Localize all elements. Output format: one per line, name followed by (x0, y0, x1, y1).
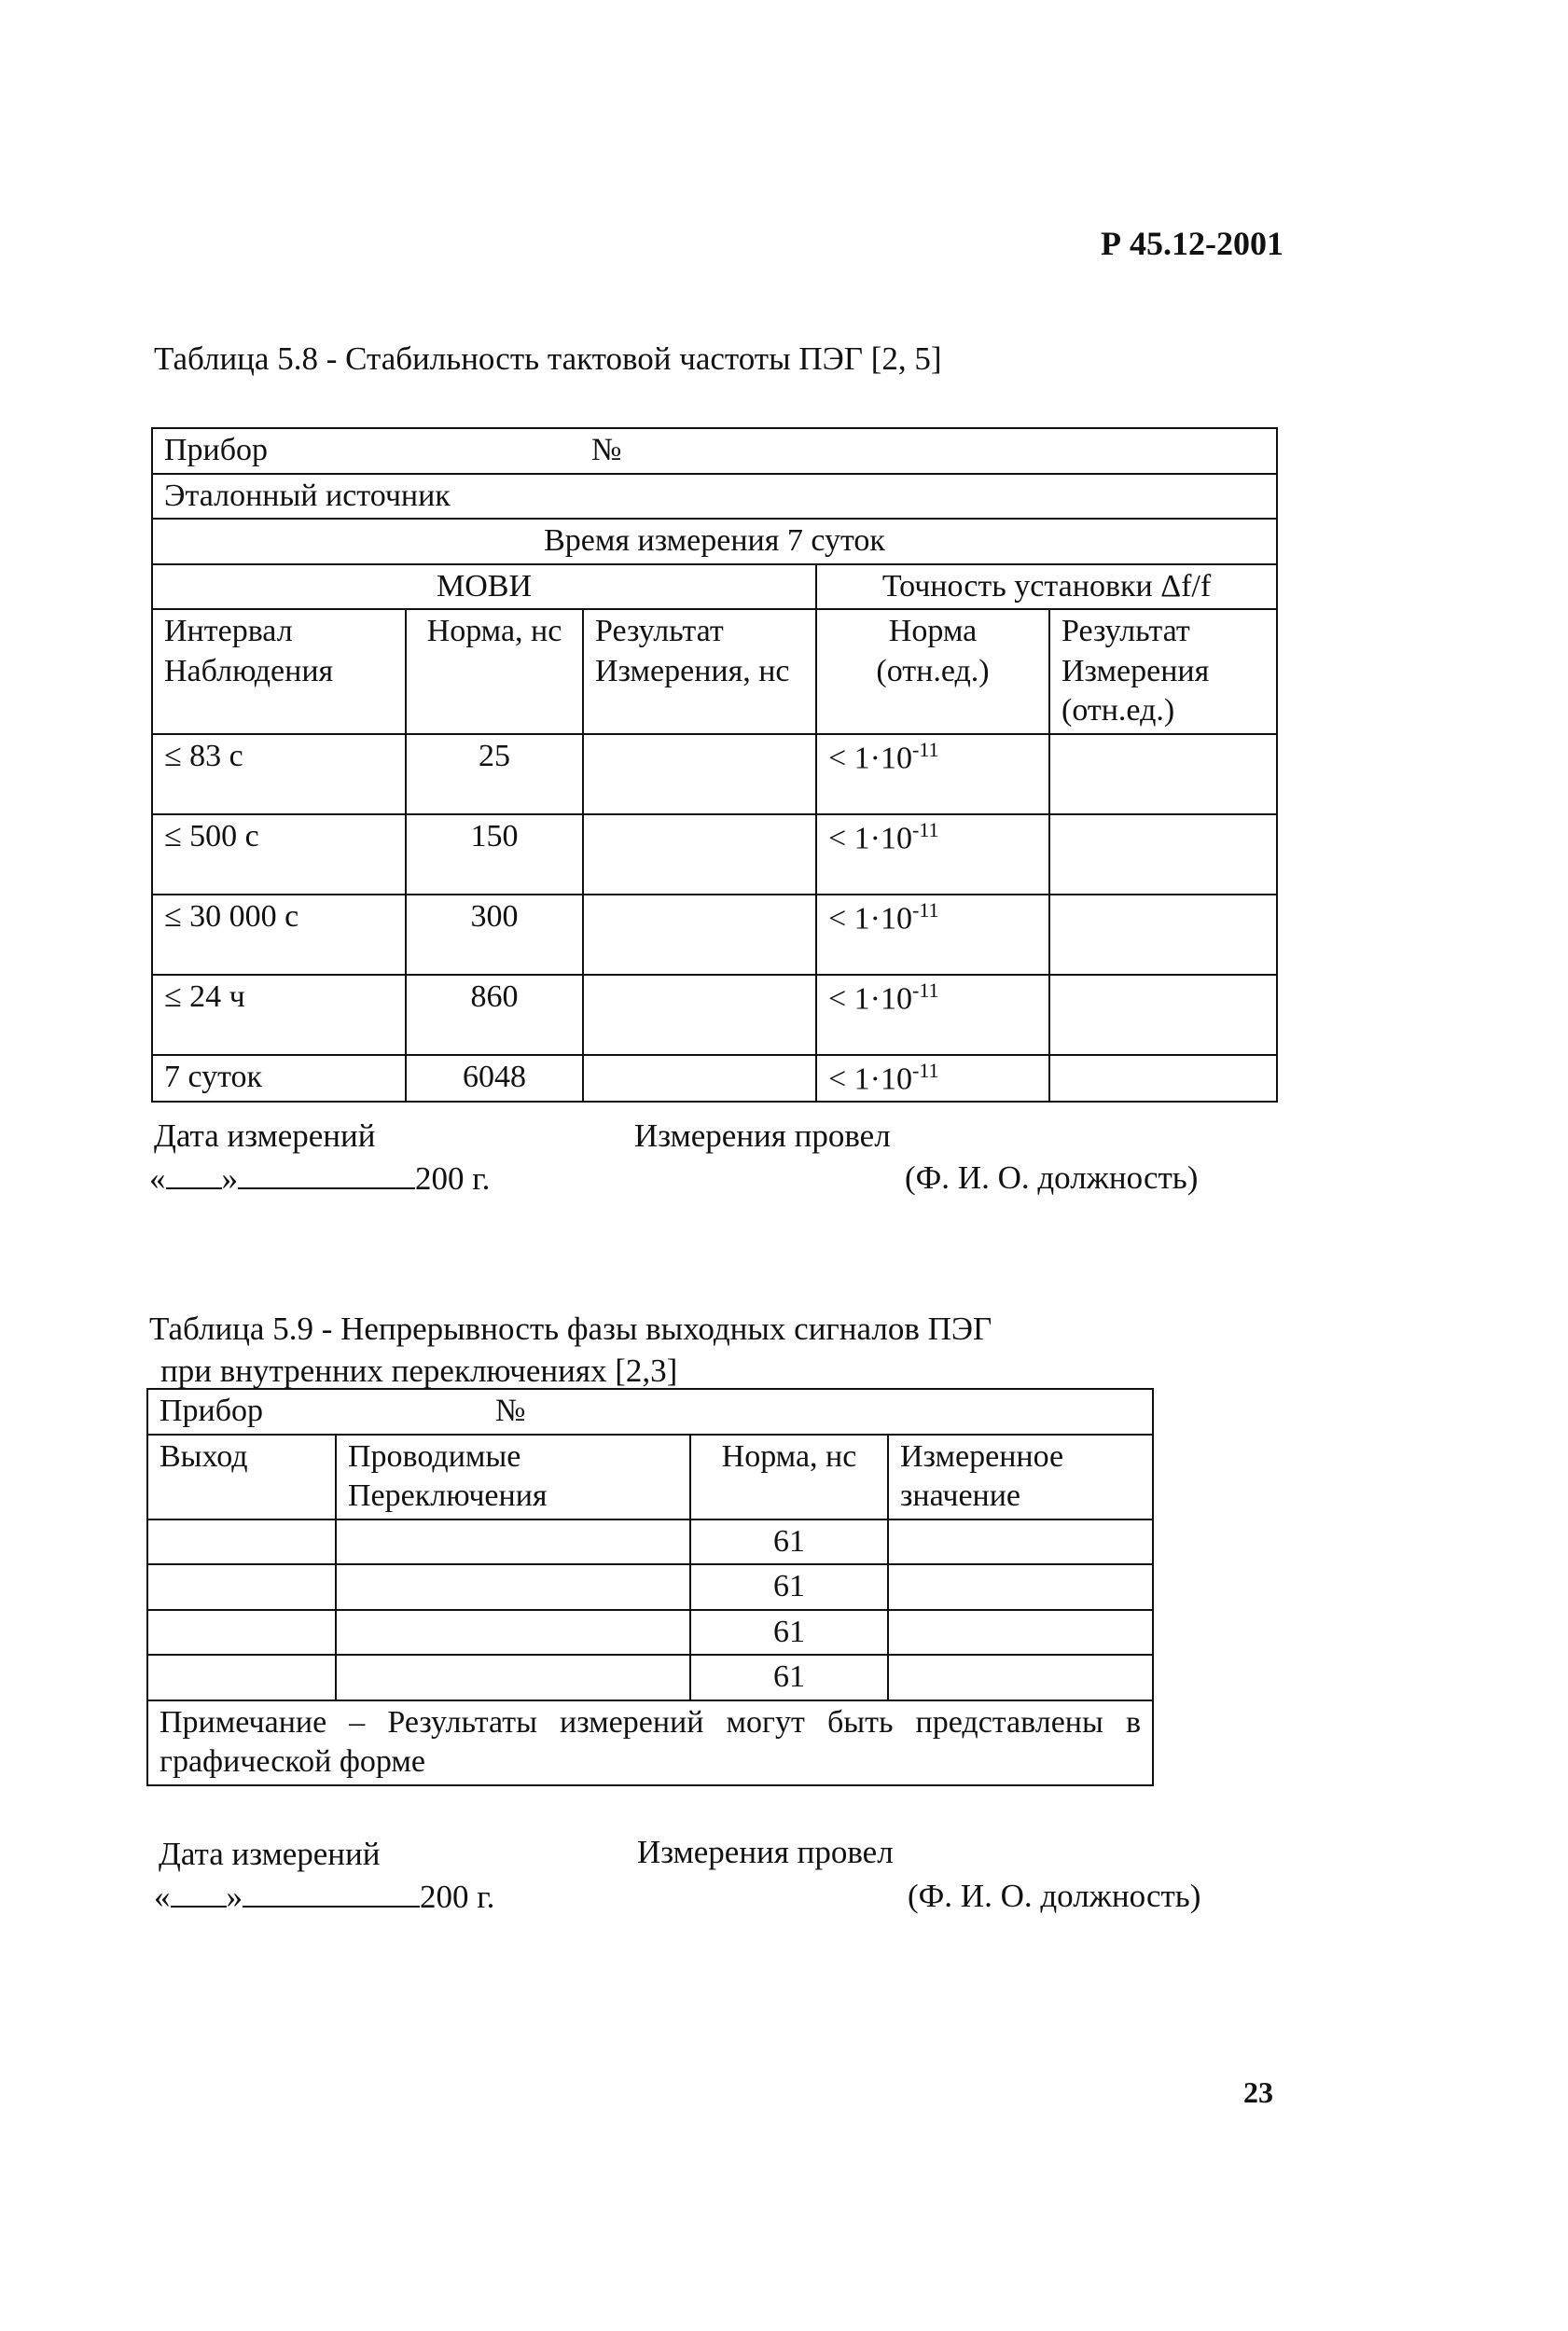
norm-rel-cell (816, 814, 1049, 895)
table-row (147, 1655, 1153, 1700)
result-cell (583, 814, 816, 895)
date-open-quote: « (154, 1879, 171, 1915)
interval-cell: ≤ 500 с (152, 814, 406, 895)
result-cell (583, 1055, 816, 1103)
day-blank (166, 1159, 222, 1189)
norm-cell: 6048 (406, 1055, 583, 1103)
accuracy-header: Точность установки Δf/f (816, 564, 1277, 610)
table-row (152, 1055, 1277, 1103)
norm-rel-cell (816, 734, 1049, 814)
norm-rel-exponent: -11 (912, 978, 939, 1002)
col-interval-header: Интервал Наблюдения (152, 609, 406, 734)
switches-cell (336, 1519, 690, 1565)
table-5-9-caption-line2: при внутренних переключениях [2,3] (160, 1353, 678, 1389)
table-row (152, 814, 1277, 895)
table-5-8 (151, 427, 1278, 1103)
table-note: Примечание – Результаты измерений могут быть представлены в графической форме (147, 1700, 1153, 1785)
switches-cell (336, 1610, 690, 1656)
norm-rel-cell (816, 1055, 1049, 1103)
interval-cell: ≤ 83 с (152, 734, 406, 814)
result-rel-cell (1049, 895, 1277, 975)
col-result-header: Результат Измерения, нс (583, 609, 816, 734)
norm-rel-base: < 1·10 (828, 740, 912, 775)
date-line (149, 1159, 490, 1198)
interval-cell: 7 суток (152, 1055, 406, 1103)
norm-cell: 860 (406, 975, 583, 1055)
norm-rel-exponent: -11 (912, 1058, 939, 1082)
output-cell (147, 1610, 336, 1656)
device-row (152, 428, 1277, 474)
document-code: Р 45.12-2001 (1101, 225, 1284, 262)
measurement-time: Время измерения 7 суток (152, 519, 1277, 564)
result-rel-cell (1049, 734, 1277, 814)
norm-cell: 300 (406, 895, 583, 975)
col-norm-header: Норма, нс (690, 1435, 888, 1519)
table-5-9-caption: Таблица 5.9 - Непрерывность фазы выходных сигналов ПЭГ (149, 1311, 992, 1347)
table-row (152, 895, 1277, 975)
norm-cell: 61 (690, 1519, 888, 1565)
reference-row (152, 474, 1277, 520)
interval-cell: ≤ 30 000 с (152, 895, 406, 975)
interval-cell: ≤ 24 ч (152, 975, 406, 1055)
switches-cell (336, 1655, 690, 1700)
reference-label: Эталонный источник (152, 474, 1277, 520)
table-5-8-caption: Таблица 5.8 - Стабильность тактовой частоты ПЭГ [2, 5] (154, 340, 942, 377)
col-norm-header: Норма, нс (406, 609, 583, 734)
output-cell (147, 1564, 336, 1610)
table-row (152, 975, 1277, 1055)
norm-cell: 61 (690, 1610, 888, 1656)
result-rel-cell (1049, 1055, 1277, 1103)
output-cell (147, 1655, 336, 1700)
date-open-quote: « (149, 1160, 166, 1197)
month-blank (243, 1878, 420, 1908)
page-number: 23 (1243, 2075, 1273, 2109)
performed-label: Измерения провел (637, 1834, 894, 1870)
number-label: № (591, 433, 622, 467)
norm-cell: 61 (690, 1564, 888, 1610)
measured-cell (888, 1655, 1153, 1700)
norm-rel-base: < 1·10 (828, 820, 912, 855)
col-switches-header: Проводимые Переключения (336, 1435, 690, 1519)
device-label: Прибор (164, 433, 269, 467)
day-blank (171, 1878, 227, 1908)
device-row (147, 1389, 1153, 1435)
date-line (154, 1878, 494, 1916)
column-header-row (147, 1435, 1153, 1519)
table-row (147, 1519, 1153, 1565)
note-row (147, 1700, 1153, 1785)
date-close-quote: » (226, 1879, 243, 1915)
norm-rel-exponent: -11 (912, 897, 939, 922)
norm-cell: 61 (690, 1655, 888, 1700)
col-output-header: Выход (147, 1435, 336, 1519)
number-label: № (495, 1394, 526, 1428)
measured-cell (888, 1519, 1153, 1565)
table-row (152, 734, 1277, 814)
group-header-row (152, 564, 1277, 610)
table-5-9 (146, 1388, 1154, 1786)
norm-rel-base: < 1·10 (828, 1061, 912, 1096)
year-label: 200 г. (415, 1160, 491, 1197)
switches-cell (336, 1564, 690, 1610)
performed-label: Измерения провел (634, 1117, 891, 1154)
year-label: 200 г. (420, 1879, 495, 1915)
norm-rel-base: < 1·10 (828, 980, 912, 1016)
output-cell (147, 1519, 336, 1565)
movi-header: МОВИ (152, 564, 816, 610)
norm-rel-exponent: -11 (912, 737, 939, 761)
measurement-time-row (152, 519, 1277, 564)
table-row (147, 1564, 1153, 1610)
norm-rel-exponent: -11 (912, 817, 939, 841)
norm-rel-base: < 1·10 (828, 900, 912, 936)
norm-rel-cell (816, 895, 1049, 975)
month-blank (238, 1159, 415, 1189)
norm-rel-cell (816, 975, 1049, 1055)
date-close-quote: » (221, 1160, 238, 1197)
device-label: Прибор (160, 1394, 264, 1428)
result-cell (583, 895, 816, 975)
result-cell (583, 734, 816, 814)
measured-cell (888, 1610, 1153, 1656)
result-cell (583, 975, 816, 1055)
col-norm-rel-header: Норма (отн.ед.) (816, 609, 1049, 734)
result-rel-cell (1049, 814, 1277, 895)
norm-cell: 150 (406, 814, 583, 895)
name-position-label: (Ф. И. О. должность) (905, 1159, 1199, 1196)
date-label: Дата измерений (159, 1836, 381, 1872)
name-position-label: (Ф. И. О. должность) (908, 1878, 1201, 1914)
result-rel-cell (1049, 975, 1277, 1055)
col-result-rel-header: Результат Измерения (отн.ед.) (1049, 609, 1277, 734)
col-measured-header: Измеренное значение (888, 1435, 1153, 1519)
norm-cell: 25 (406, 734, 583, 814)
date-label: Дата измерений (154, 1117, 376, 1154)
column-header-row (152, 609, 1277, 734)
measured-cell (888, 1564, 1153, 1610)
table-row (147, 1610, 1153, 1656)
